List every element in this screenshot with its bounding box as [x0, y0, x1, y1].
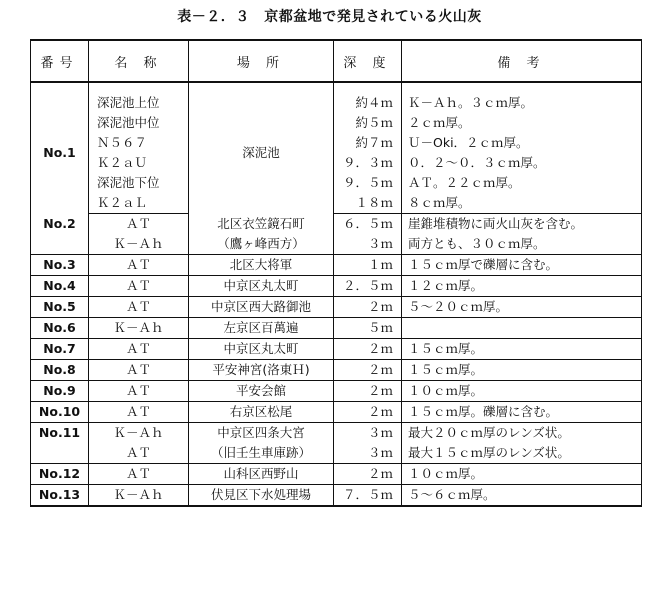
table-row	[31, 276, 642, 297]
location: 中京区丸太町	[189, 339, 334, 360]
location: 山科区西野山	[189, 464, 334, 485]
row-number: No.2	[31, 214, 89, 235]
row-number: No.10	[31, 402, 89, 423]
location: 深泥池	[189, 93, 334, 214]
header-row	[31, 40, 642, 82]
remarks: Ｋ－Ａｈ。３ｃｍ厚。	[402, 93, 642, 113]
table-row	[31, 133, 642, 153]
ash-name: 深泥池下位	[89, 173, 189, 193]
table-row	[31, 234, 642, 255]
ash-name: Ｋ２ａＬ	[89, 193, 189, 214]
row-number: No.3	[31, 255, 89, 276]
row-number: No.12	[31, 464, 89, 485]
remarks: １５ｃｍ厚。	[402, 360, 642, 381]
depth: ２ｍ	[334, 297, 402, 318]
location: 中京区西大路御池	[189, 297, 334, 318]
table-row	[31, 297, 642, 318]
ash-name: ＡＴ	[89, 214, 189, 235]
row-number: No.8	[31, 360, 89, 381]
ash-name: ＡＴ	[89, 360, 189, 381]
location: 平安会館	[189, 381, 334, 402]
location: 北区大将軍	[189, 255, 334, 276]
depth: 約４ｍ	[334, 93, 402, 113]
ash-name: Ｋ－Ａｈ	[89, 485, 189, 507]
ash-name: ＡＴ	[89, 339, 189, 360]
remarks: １２ｃｍ厚。	[402, 276, 642, 297]
table-body	[31, 82, 642, 506]
depth: ３ｍ	[334, 234, 402, 255]
row-number: No.11	[31, 423, 89, 444]
depth: ６．５ｍ	[334, 214, 402, 235]
ash-name: 深泥池上位	[89, 93, 189, 113]
depth: １ｍ	[334, 255, 402, 276]
location: 伏見区下水処理場	[189, 485, 334, 507]
header-name: 名 称	[89, 40, 189, 82]
remarks: １０ｃｍ厚。	[402, 381, 642, 402]
remarks: 両方とも、３０ｃｍ厚。	[402, 234, 642, 255]
row-number: No.13	[31, 485, 89, 507]
page-title: 表－２．３ 京都盆地で発見されている火山灰	[177, 9, 482, 25]
ash-name: ＡＴ	[89, 255, 189, 276]
header-depth: 深 度	[334, 40, 402, 82]
table-row	[31, 360, 642, 381]
table-row	[31, 443, 642, 464]
remarks: １５ｃｍ厚。礫層に含む。	[402, 402, 642, 423]
table-row	[31, 93, 642, 113]
table-row	[31, 255, 642, 276]
table-row	[31, 464, 642, 485]
remarks: ５～６ｃｍ厚。	[402, 485, 642, 507]
remarks: １０ｃｍ厚。	[402, 464, 642, 485]
ash-name: Ｋ－Ａｈ	[89, 234, 189, 255]
depth: ９．３ｍ	[334, 153, 402, 173]
remarks: 最大２０ｃｍ厚のレンズ状。	[402, 423, 642, 444]
remarks	[402, 318, 642, 339]
remarks: ８ｃｍ厚。	[402, 193, 642, 214]
location: 右京区松尾	[189, 402, 334, 423]
table-row	[31, 423, 642, 444]
location: 平安神宮(洛東Ｈ)	[189, 360, 334, 381]
depth: ３ｍ	[334, 443, 402, 464]
remarks: １５ｃｍ厚で礫層に含む。	[402, 255, 642, 276]
remarks: ２ｃｍ厚。	[402, 113, 642, 133]
ash-name: Ｋ２ａＵ	[89, 153, 189, 173]
table-row	[31, 173, 642, 193]
table-row	[31, 113, 642, 133]
remarks: 最大１５ｃｍ厚のレンズ状。	[402, 443, 642, 464]
location: 北区衣笠鏡石町	[189, 214, 334, 235]
volcanic-ash-table	[30, 39, 642, 507]
header-no: 番号	[31, 40, 89, 82]
location: 左京区百萬遍	[189, 318, 334, 339]
depth: １８ｍ	[334, 193, 402, 214]
ash-name: Ｋ－Ａｈ	[89, 318, 189, 339]
remarks: １５ｃｍ厚。	[402, 339, 642, 360]
ash-name: Ｋ－Ａｈ	[89, 423, 189, 444]
depth: ２ｍ	[334, 464, 402, 485]
ash-name: ＡＴ	[89, 464, 189, 485]
depth: ５ｍ	[334, 318, 402, 339]
depth: ７．５ｍ	[334, 485, 402, 507]
location: （旧壬生車庫跡）	[189, 443, 334, 464]
table-row	[31, 318, 642, 339]
ash-name: ＡＴ	[89, 276, 189, 297]
row-number: No.1	[31, 93, 89, 214]
depth: ９．５ｍ	[334, 173, 402, 193]
ash-name: ＡＴ	[89, 381, 189, 402]
row-number: No.7	[31, 339, 89, 360]
row-number: No.5	[31, 297, 89, 318]
header-note: 備 考	[402, 40, 642, 82]
header-place: 場 所	[189, 40, 334, 82]
location: （鷹ヶ峰西方）	[189, 234, 334, 255]
remarks: Ｕ－Oki．２ｃｍ厚。	[402, 133, 642, 153]
remarks: ０．２～０．３ｃｍ厚。	[402, 153, 642, 173]
ash-name: ＡＴ	[89, 297, 189, 318]
ash-name: ＡＴ	[89, 402, 189, 423]
depth: ２ｍ	[334, 360, 402, 381]
table-row	[31, 381, 642, 402]
remarks: ＡＴ。２２ｃｍ厚。	[402, 173, 642, 193]
table-row	[31, 193, 642, 214]
ash-name: 深泥池中位	[89, 113, 189, 133]
depth: ２ｍ	[334, 402, 402, 423]
table-row	[31, 339, 642, 360]
row-number: No.6	[31, 318, 89, 339]
row-number: No.9	[31, 381, 89, 402]
table-row	[31, 485, 642, 507]
ash-name: Ｎ５６７	[89, 133, 189, 153]
location: 中京区丸太町	[189, 276, 334, 297]
depth: 約５ｍ	[334, 113, 402, 133]
ash-name: ＡＴ	[89, 443, 189, 464]
location: 中京区四条大宮	[189, 423, 334, 444]
depth: ３ｍ	[334, 423, 402, 444]
row-number: No.4	[31, 276, 89, 297]
table-row	[31, 214, 642, 235]
depth: ２ｍ	[334, 381, 402, 402]
depth: ２．５ｍ	[334, 276, 402, 297]
remarks: ５～２０ｃｍ厚。	[402, 297, 642, 318]
depth: 約７ｍ	[334, 133, 402, 153]
remarks: 崖錐堆積物に両火山灰を含む。	[402, 214, 642, 235]
table-row	[31, 402, 642, 423]
table-row	[31, 153, 642, 173]
depth: ２ｍ	[334, 339, 402, 360]
